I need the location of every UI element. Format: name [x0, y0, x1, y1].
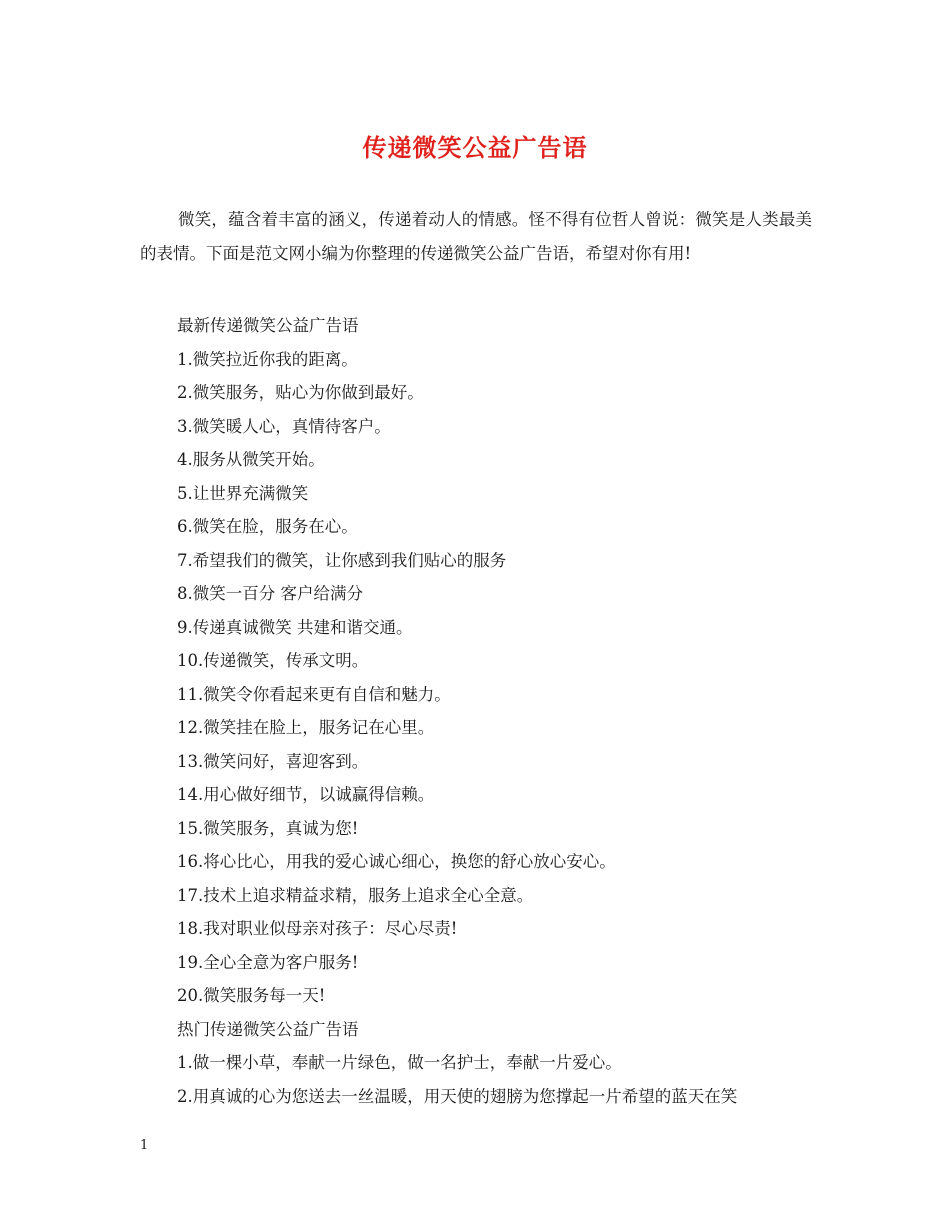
list-item: 10.传递微笑，传承文明。 [177, 651, 369, 670]
list-item: 7.希望我们的微笑，让你感到我们贴心的服务 [177, 550, 507, 570]
list-item: 20.微笑服务每一天! [177, 986, 326, 1005]
list-item: 3.微笑暖人心，真情待客户。 [177, 416, 391, 436]
list-item: 8.微笑一百分 客户给满分 [177, 584, 363, 603]
document-title: 传递微笑公益广告语 [362, 133, 588, 162]
list-item: 9.传递真诚微笑 共建和谐交通。 [177, 617, 413, 637]
list-item: 1.做一棵小草，奉献一片绿色，做一名护士，奉献一片爱心。 [177, 1053, 622, 1072]
list-item: 17.技术上追求精益求精，服务上追求全心全意。 [177, 885, 534, 905]
intro-paragraph: 微笑，蕴含着丰富的涵义，传递着动人的情感。怪不得有位哲人曾说：微笑是人类最美的表情。下面是范文网小编为你整理的传递微笑公益广告语，希望对你有用! [140, 210, 812, 263]
list-item: 6.微笑在脸，服务在心。 [177, 517, 358, 536]
list-item: 2.微笑服务，贴心为你做到最好。 [177, 383, 424, 402]
list-item: 14.用心做好细节，以诚赢得信赖。 [177, 785, 435, 804]
list-item: 16.将心比心，用我的爱心诚心细心，换您的舒心放心安心。 [177, 852, 616, 871]
list-item: 1.微笑拉近你我的距离。 [177, 349, 358, 369]
list-item: 11.微笑令你看起来更有自信和魅力。 [177, 684, 451, 704]
list-item: 4.服务从微笑开始。 [177, 450, 325, 469]
list-item: 13.微笑问好，喜迎客到。 [177, 751, 369, 771]
section-heading-hot: 热门传递微笑公益广告语 [177, 1019, 359, 1039]
slogan-list [177, 309, 817, 1113]
section-heading-latest: 最新传递微笑公益广告语 [177, 316, 359, 335]
list-item: 5.让世界充满微笑 [177, 483, 309, 503]
list-item: 15.微笑服务，真诚为您! [177, 818, 359, 838]
list-item: 19.全心全意为客户服务! [177, 952, 359, 972]
page-number: 1 [140, 1138, 149, 1153]
list-item: 12.微笑挂在脸上，服务记在心里。 [177, 718, 435, 737]
list-item: 2.用真诚的心为您送去一丝温暖，用天使的翅膀为您撑起一片希望的蓝天在笑 [177, 1086, 738, 1106]
list-item: 18.我对职业似母亲对孩子：尽心尽责! [177, 919, 458, 938]
